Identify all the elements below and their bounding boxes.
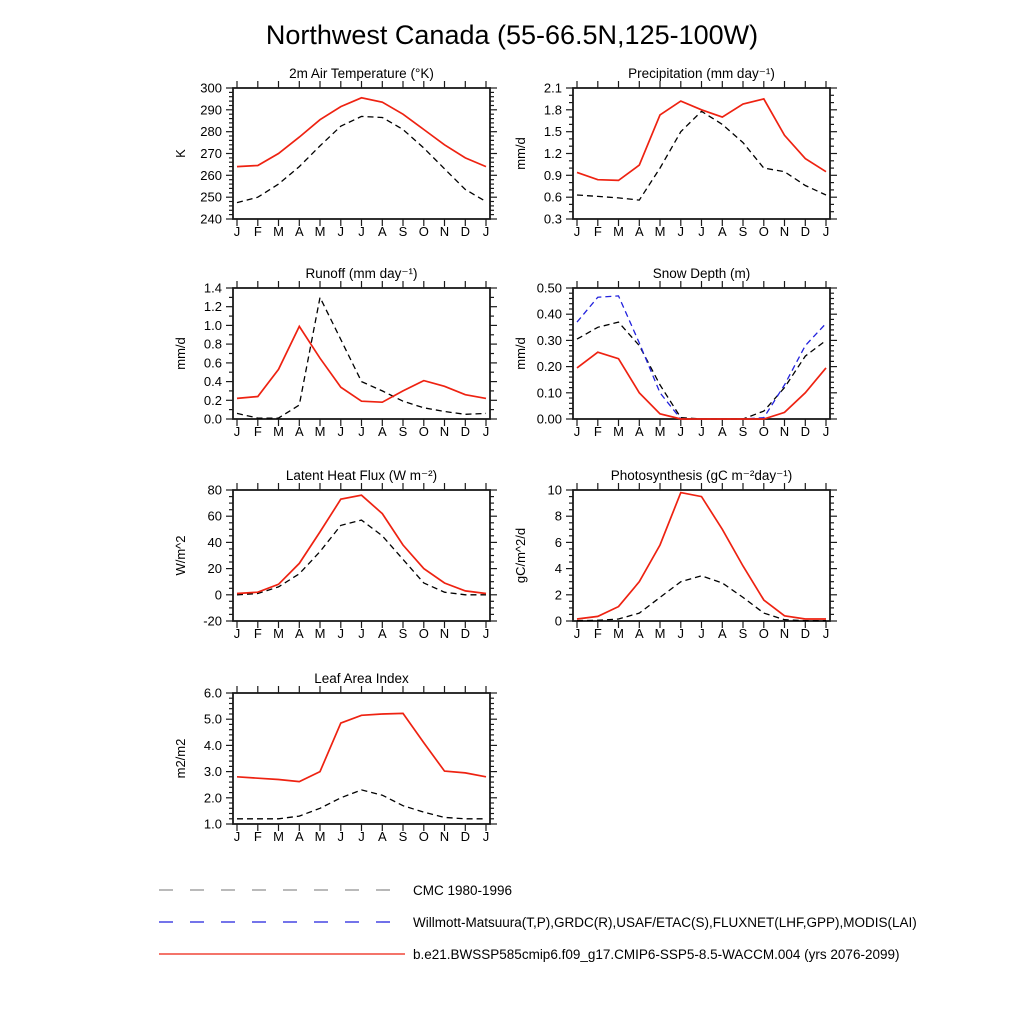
y-tick-label: 0 <box>214 587 222 603</box>
x-tick-label: J <box>337 829 345 844</box>
x-tick-label: J <box>573 424 581 439</box>
x-tick-label: A <box>717 424 727 439</box>
y-axis-ticks <box>226 490 497 621</box>
y-tick-label: 280 <box>200 124 222 140</box>
x-tick-label: O <box>418 224 429 239</box>
chart-svg-snow-depth <box>495 258 844 459</box>
legend-line-dashed <box>158 913 406 931</box>
x-tick-label: N <box>439 626 450 641</box>
x-tick-label: S <box>738 626 748 641</box>
x-tick-label: J <box>822 424 830 439</box>
x-tick-label: J <box>677 626 685 641</box>
y-tick-label: 60 <box>207 508 222 524</box>
y-tick-label: 0.8 <box>203 336 222 352</box>
x-tick-label: M <box>654 626 666 641</box>
y-tick-label: 5.0 <box>203 711 222 727</box>
legend-item-2 <box>158 945 899 963</box>
x-tick-label: J <box>358 424 365 439</box>
y-tick-label: 2.0 <box>203 790 222 806</box>
y-tick-label: 0.30 <box>536 332 562 348</box>
x-axis-ticks <box>237 686 486 831</box>
chart-panel-air-temperature <box>155 58 504 259</box>
series-line-1 <box>577 493 826 619</box>
x-tick-label: J <box>822 224 830 239</box>
x-tick-label: D <box>800 224 810 239</box>
x-tick-label: N <box>439 424 450 439</box>
series-line-0 <box>577 111 826 200</box>
y-tick-label: 8 <box>554 508 562 524</box>
plot-frame <box>233 288 490 419</box>
x-tick-label: A <box>377 626 387 641</box>
x-tick-label: F <box>253 424 262 439</box>
y-tick-label: 1.0 <box>203 317 222 333</box>
x-tick-label: M <box>654 424 666 439</box>
x-tick-label: A <box>294 626 304 641</box>
y-axis-label: gC/m^2/d <box>513 527 528 584</box>
x-tick-label: J <box>358 224 365 239</box>
legend-line-solid <box>158 945 406 963</box>
plot-frame <box>573 88 830 219</box>
y-tick-label: 0.4 <box>203 374 222 390</box>
legend-label: Willmott-Matsuura(T,P),GRDC(R),USAF/ETAC(S),FLUXNET(LHF,GPP),MODIS(LAI) <box>413 914 917 930</box>
x-tick-label: M <box>613 424 624 439</box>
x-tick-label: J <box>337 424 345 439</box>
x-tick-label: O <box>758 224 769 239</box>
x-tick-label: N <box>439 829 450 844</box>
y-axis-label: mm/d <box>173 337 188 370</box>
chart-title: Leaf Area Index <box>314 671 409 686</box>
y-tick-label: 3.0 <box>203 764 222 780</box>
x-tick-label: J <box>233 626 241 641</box>
y-tick-label: 40 <box>207 534 222 550</box>
y-axis-ticks <box>226 88 497 219</box>
x-tick-label: M <box>654 224 666 239</box>
x-tick-label: M <box>273 424 284 439</box>
y-tick-label: 80 <box>207 482 222 498</box>
y-tick-label: 0 <box>554 613 562 629</box>
y-tick-label: 290 <box>200 102 222 118</box>
series-line-0 <box>577 576 826 621</box>
y-axis-label: W/m^2 <box>173 535 188 576</box>
y-tick-labels <box>203 483 222 629</box>
chart-panel-runoff <box>155 258 504 459</box>
y-tick-labels <box>204 686 222 832</box>
x-tick-label: D <box>800 424 810 439</box>
chart-panel-photosynthesis <box>495 460 844 661</box>
x-tick-label: A <box>377 829 387 844</box>
y-axis-ticks <box>226 693 497 824</box>
y-tick-label: 1.2 <box>203 299 222 315</box>
x-tick-label: J <box>337 224 345 239</box>
x-axis-ticks <box>577 281 826 426</box>
y-tick-label: 250 <box>200 189 222 205</box>
x-tick-label: F <box>593 224 602 239</box>
x-tick-label: J <box>573 224 581 239</box>
chart-svg-latent-heat-flux <box>155 460 504 661</box>
chart-svg-photosynthesis <box>495 460 844 661</box>
y-tick-label: 0.00 <box>536 411 562 427</box>
x-tick-label: M <box>273 626 284 641</box>
y-tick-labels <box>548 483 562 629</box>
y-axis-label: mm/d <box>513 137 528 170</box>
y-axis-ticks <box>566 288 837 419</box>
x-tick-label: J <box>698 224 705 239</box>
y-tick-label: 10 <box>547 482 562 498</box>
y-tick-label: 270 <box>200 146 222 161</box>
legend-label: b.e21.BWSSP585cmip6.f09_g17.CMIP6-SSP5-8.5-WACCM.004 (yrs 2076-2099) <box>413 946 900 962</box>
x-tick-label: M <box>613 224 624 239</box>
x-tick-labels <box>574 424 830 439</box>
y-tick-label: 1.0 <box>203 816 222 832</box>
x-tick-label: F <box>253 829 262 844</box>
x-tick-labels <box>234 829 490 844</box>
y-tick-labels <box>204 281 222 427</box>
y-tick-label: 6.0 <box>203 685 222 701</box>
chart-title: Snow Depth (m) <box>652 266 751 281</box>
y-axis-label: mm/d <box>513 337 528 370</box>
y-tick-label: 0.6 <box>203 355 222 371</box>
y-tick-label: 2 <box>554 587 562 603</box>
chart-title: 2m Air Temperature (°K) <box>289 66 434 81</box>
x-tick-label: N <box>779 224 790 239</box>
x-tick-label: M <box>613 626 624 641</box>
x-tick-label: F <box>593 626 602 641</box>
legend-label: CMC 1980-1996 <box>413 882 513 898</box>
x-tick-label: S <box>398 224 408 239</box>
x-tick-labels <box>234 224 490 239</box>
x-tick-label: S <box>738 424 748 439</box>
y-tick-label: 0.6 <box>543 189 562 205</box>
plot-frame <box>233 693 490 824</box>
legend-item-1 <box>158 913 917 931</box>
series-line-0 <box>237 116 486 202</box>
y-tick-label: 0.40 <box>536 306 562 322</box>
x-tick-label: A <box>377 424 387 439</box>
x-tick-labels <box>234 424 490 439</box>
x-tick-label: A <box>377 224 387 239</box>
x-tick-label: S <box>398 424 408 439</box>
y-tick-labels <box>544 81 562 227</box>
series-line-1 <box>237 326 486 402</box>
y-tick-label: 300 <box>200 80 222 96</box>
y-tick-label: 4 <box>554 561 562 577</box>
x-tick-label: A <box>634 424 644 439</box>
y-axis-ticks <box>566 88 837 219</box>
x-axis-ticks <box>577 483 826 628</box>
y-tick-label: 0.9 <box>543 167 562 183</box>
x-tick-label: M <box>273 224 284 239</box>
series-line-1 <box>237 495 486 593</box>
x-tick-label: D <box>800 626 810 641</box>
y-tick-label: 0.2 <box>203 392 222 408</box>
y-axis-ticks <box>566 490 837 621</box>
x-tick-label: N <box>779 626 790 641</box>
x-tick-label: O <box>758 424 769 439</box>
y-tick-label: 0.3 <box>543 211 562 227</box>
chart-svg-runoff <box>155 258 504 459</box>
x-tick-labels <box>574 224 830 239</box>
y-tick-label: 0.20 <box>536 359 562 375</box>
chart-svg-leaf-area-index <box>155 663 504 864</box>
y-tick-label: 1.2 <box>543 146 562 161</box>
plot-frame <box>573 490 830 621</box>
y-tick-label: 260 <box>200 167 222 183</box>
plot-frame <box>233 490 490 621</box>
x-tick-label: D <box>460 224 470 239</box>
x-tick-label: J <box>677 224 685 239</box>
x-tick-label: M <box>314 626 326 641</box>
x-tick-label: J <box>573 626 581 641</box>
y-tick-labels <box>537 281 562 427</box>
x-tick-label: J <box>358 626 365 641</box>
x-tick-label: O <box>418 829 429 844</box>
x-tick-label: D <box>460 626 470 641</box>
y-tick-label: 6 <box>554 534 562 550</box>
x-tick-label: A <box>294 424 304 439</box>
x-axis-ticks <box>577 81 826 226</box>
y-tick-label: 4.0 <box>203 737 222 753</box>
x-axis-ticks <box>237 81 486 226</box>
series-line-1 <box>237 98 486 167</box>
y-tick-label: 240 <box>200 211 222 227</box>
x-tick-label: A <box>717 224 727 239</box>
x-tick-label: J <box>482 424 490 439</box>
x-tick-label: J <box>698 626 705 641</box>
x-tick-label: A <box>634 626 644 641</box>
x-tick-label: J <box>337 626 345 641</box>
x-tick-label: N <box>439 224 450 239</box>
series-line-0 <box>237 520 486 595</box>
y-tick-label: 1.8 <box>543 102 562 118</box>
x-axis-ticks <box>237 281 486 426</box>
chart-svg-precipitation <box>495 58 844 259</box>
y-tick-label: 0.10 <box>536 385 562 401</box>
chart-panel-snow-depth <box>495 258 844 459</box>
chart-title: Photosynthesis (gC m⁻²day⁻¹) <box>610 468 793 483</box>
y-tick-label: 20 <box>207 561 222 577</box>
y-axis-ticks <box>226 288 497 419</box>
x-tick-label: D <box>460 424 470 439</box>
y-tick-label: 1.4 <box>203 280 222 296</box>
y-tick-labels <box>200 81 222 227</box>
chart-title: Latent Heat Flux (W m⁻²) <box>285 468 438 483</box>
x-tick-label: S <box>738 224 748 239</box>
series-line-1 <box>237 713 486 781</box>
y-tick-label: 2.1 <box>543 80 562 96</box>
x-tick-label: O <box>418 424 429 439</box>
chart-panel-leaf-area-index <box>155 663 504 864</box>
x-tick-label: J <box>233 829 241 844</box>
x-tick-label: O <box>758 626 769 641</box>
chart-title: Runoff (mm day⁻¹) <box>305 266 418 281</box>
y-axis-label: m2/m2 <box>173 738 188 779</box>
x-tick-label: J <box>482 626 490 641</box>
x-tick-label: J <box>677 424 685 439</box>
chart-title: Precipitation (mm day⁻¹) <box>628 66 775 81</box>
x-tick-label: J <box>822 626 830 641</box>
x-tick-label: M <box>314 424 326 439</box>
series-line-0 <box>237 790 486 819</box>
x-tick-label: J <box>358 829 365 844</box>
series-line-0 <box>237 297 486 418</box>
chart-svg-air-temperature <box>155 58 504 259</box>
x-tick-label: M <box>273 829 284 844</box>
legend-line-dashed <box>158 881 406 899</box>
x-tick-label: F <box>253 626 262 641</box>
x-tick-label: N <box>779 424 790 439</box>
plot-frame <box>573 288 830 419</box>
x-tick-label: A <box>294 829 304 844</box>
figure-title: Northwest Canada (55-66.5N,125-100W) <box>265 20 759 50</box>
x-tick-label: S <box>398 626 408 641</box>
x-tick-label: J <box>698 424 705 439</box>
x-tick-label: M <box>314 829 326 844</box>
x-axis-ticks <box>237 483 486 628</box>
plot-frame <box>233 88 490 219</box>
x-tick-label: J <box>233 224 241 239</box>
y-tick-label: 1.5 <box>543 124 562 140</box>
x-tick-labels <box>234 626 490 641</box>
x-tick-label: F <box>253 224 262 239</box>
series-line-0 <box>577 322 826 419</box>
x-tick-label: A <box>717 626 727 641</box>
chart-panel-latent-heat-flux <box>155 460 504 661</box>
y-tick-label: 0.50 <box>536 280 562 296</box>
x-tick-label: O <box>418 626 429 641</box>
x-tick-label: S <box>398 829 408 844</box>
x-tick-label: A <box>294 224 304 239</box>
chart-panel-precipitation <box>495 58 844 259</box>
x-tick-label: J <box>482 224 490 239</box>
x-tick-label: J <box>482 829 490 844</box>
x-tick-label: F <box>593 424 602 439</box>
x-tick-label: A <box>634 224 644 239</box>
x-tick-label: M <box>314 224 326 239</box>
x-tick-labels <box>574 626 830 641</box>
legend-item-0 <box>158 881 512 899</box>
y-tick-label: -20 <box>203 613 222 629</box>
y-axis-label: K <box>173 149 188 158</box>
y-tick-label: 0.0 <box>203 411 222 427</box>
series-line-2 <box>577 352 826 419</box>
x-tick-label: D <box>460 829 470 844</box>
x-tick-label: J <box>233 424 241 439</box>
